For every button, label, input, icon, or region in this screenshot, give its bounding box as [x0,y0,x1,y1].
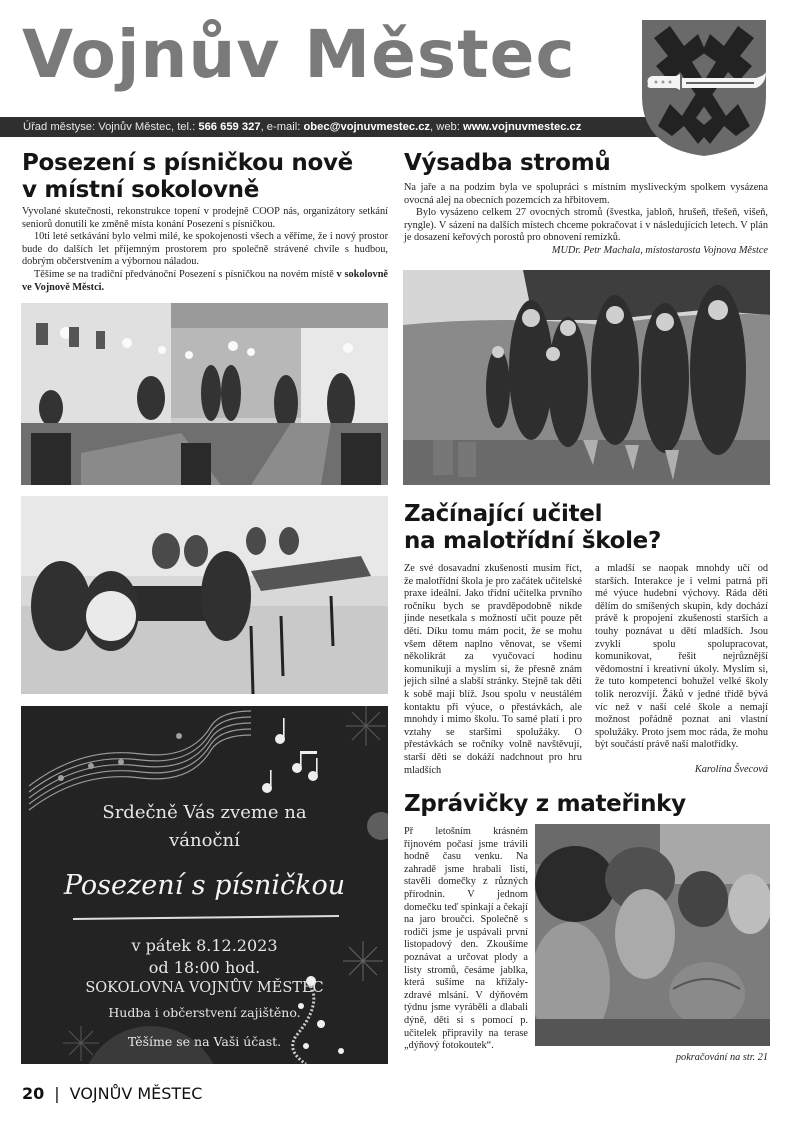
article-ucitel-title [404,501,774,555]
title-line: na malotřídní škole? [404,528,662,554]
photo-tree-planting [403,270,770,485]
paragraph-bold: v sokolovně ve Vojnově Městci. [22,268,388,293]
footer-separator: | [54,1084,60,1103]
poster-date: v pátek 8.12.2023 [131,936,278,955]
poster-closing: Těšíme se na Vaši účast. [127,1034,282,1049]
photo-dance-hall [21,303,388,485]
poster-time: od 18:00 hod. [148,958,261,977]
article-signature: Karolína Švecová [694,763,768,775]
coat-of-arms-icon [640,18,768,158]
contact-prefix: Úřad městyse: Vojnův Městec, tel.: [23,121,199,133]
poster-event-title: Posezení s písničkou [63,870,346,901]
poster-invite-line2: vánoční [169,830,240,851]
title-line: Posezení s písničkou nově [22,150,353,176]
article-vysadba-title: Výsadba stromů [404,150,611,176]
paragraph: 10ti leté setkávání bylo velmi milé, ke spokojenosti všech a věříme, že i nový prostor bude do dalších let příjemným prostorem pro společně strávené chvíle s hudbou, dobrým občerstvením a výbornou náladou. [22,231,388,268]
paragraph: a mladší se naopak mnohdy učí od starších. Interakce je i velmi patrná při mé výuce hudební výchovy. Ráda děti dělím do smíšených skupin, kdy dochází právě k propojení zkušenosti starších a touhy poznávat u dětí mladších. Jsou zvyklí spolu spolupracovat, komunikovat, řešit nejrůznější vědomostní i kreativní úkoly. Myslím si, že tuto kompetenci bohužel velké školy tolik nerozvíjí. Žáků v jedné třídě bývá víc než v naší celé škole a nemají možnost pořádně poznat ani vlastní spolužáky. Proto jsem moc ráda, že mohu být součástí právě naší malotřídky. [595,563,768,751]
paragraph: Vyvolané skutečnosti, rekonstrukce topení v prodejně COOP nás, organizátory setkání seniorů donutili ke změně místa konání Posezení s písničkou. [22,206,388,230]
poster-refreshments: Hudba i občerstvení zajištěno. [108,1005,301,1020]
contact-phone: 566 659 327 [198,121,261,133]
photo-seniors-tables [21,496,388,694]
masthead-title: Vojnův Městec [22,16,576,93]
event-poster [21,706,388,1064]
paragraph: Na jaře a na podzim byla ve spolupráci s místním mysliveckým spolkem vysázena ovocná alej na obecních pozemcích za hřbitovem. [404,182,768,206]
email-label: , e-mail: [260,121,304,133]
paragraph: Bylo vysázeno celkem 27 ovocných stromů (švestka, jabloň, hrušeň, třešeň, višeň, ryngle). V sázení na dalších místech chceme pokračovat i v následujících letech. V plán je dosazení keřových porostů pro obnovení remízků. [404,207,768,244]
article-vysadba-body [404,182,768,258]
article-ucitel-col2 [595,563,768,777]
poster-place: SOKOLOVNA VOJNŮV MĚSTEC [85,980,324,996]
footer-publication: VOJNŮV MĚSTEC [69,1084,203,1103]
article-materinka-body: Př letošním krásném říjnovém počasí jsme trávili hodně času venku. Na zahradě jsme hrabali listí, stavěli domečky z různých přírodnin. V jednom domečku teď spinkají a čekají na jaro broučci. Společně s rodiči jsme je uspávali první listopadový den. Zkoušíme poznávat a určovat plody a listy stromů, česáme jablka, která sušíme na křížaly- zdravé mlsání. V dýňovém týdnu jsme vyráběli a dlabali dýně, děti si s pomocí p. učitelek připravily na terase „dýňový fotokoutek“. [404,826,528,1052]
photo-kindergarten-pumpkin [535,824,770,1046]
paragraph [22,269,388,294]
article-posezeni-title [22,150,392,204]
contact-web-link[interactable]: www.vojnuvmestec.cz [463,121,582,133]
contact-bar [0,117,690,137]
title-line: v místní sokolovně [22,177,260,203]
article-ucitel-col1: Ze své dosavadní zkušenosti musím říct, že malotřídní škola je pro začátek učitelské praxe ideální. Jako třídní učitelka prvního ročníku bych se pravděpodobně nikde jinde nesetkala s možností učit pouze pět dětí. Díku tomu mám pocit, že se mohu všem dětem naplno věnovat, se všemi několikrát za vyučovací hodinu komunikuji a myslím si, že přesně znám jejich silné a slabší stránky. Stejně tak děti k sobě mají blíž. Jsou spolu v neustálém kontaktu při výuce, o přestávkách, ale mnohdy i mimo školu. To samé platí i pro vztahy se staršími spolužáky. O přestávkách se ročníky volně navštěvují, starší děti se dokáží nadchnout pro hru mladších [404,563,582,776]
article-materinka-title: Zprávičky z mateřinky [404,791,686,817]
article-signature: MUDr. Petr Machala, místostarosta Vojnova Městce [551,244,768,256]
poster-invite-line1: Srdečně Vás zveme na [102,802,307,823]
continued-note: pokračování na str. 21 [675,1052,768,1063]
web-label: , web: [430,121,463,133]
title-line: Začínající učitel [404,501,603,527]
page-number: 20 [22,1084,45,1103]
contact-email-link[interactable]: obec@vojnuvmestec.cz [303,121,431,133]
page-footer [22,1084,202,1103]
article-posezeni-body [22,206,388,294]
paragraph-text: Těšíme se na tradiční předvánoční Posezení s písničkou na novém místě [34,268,337,280]
